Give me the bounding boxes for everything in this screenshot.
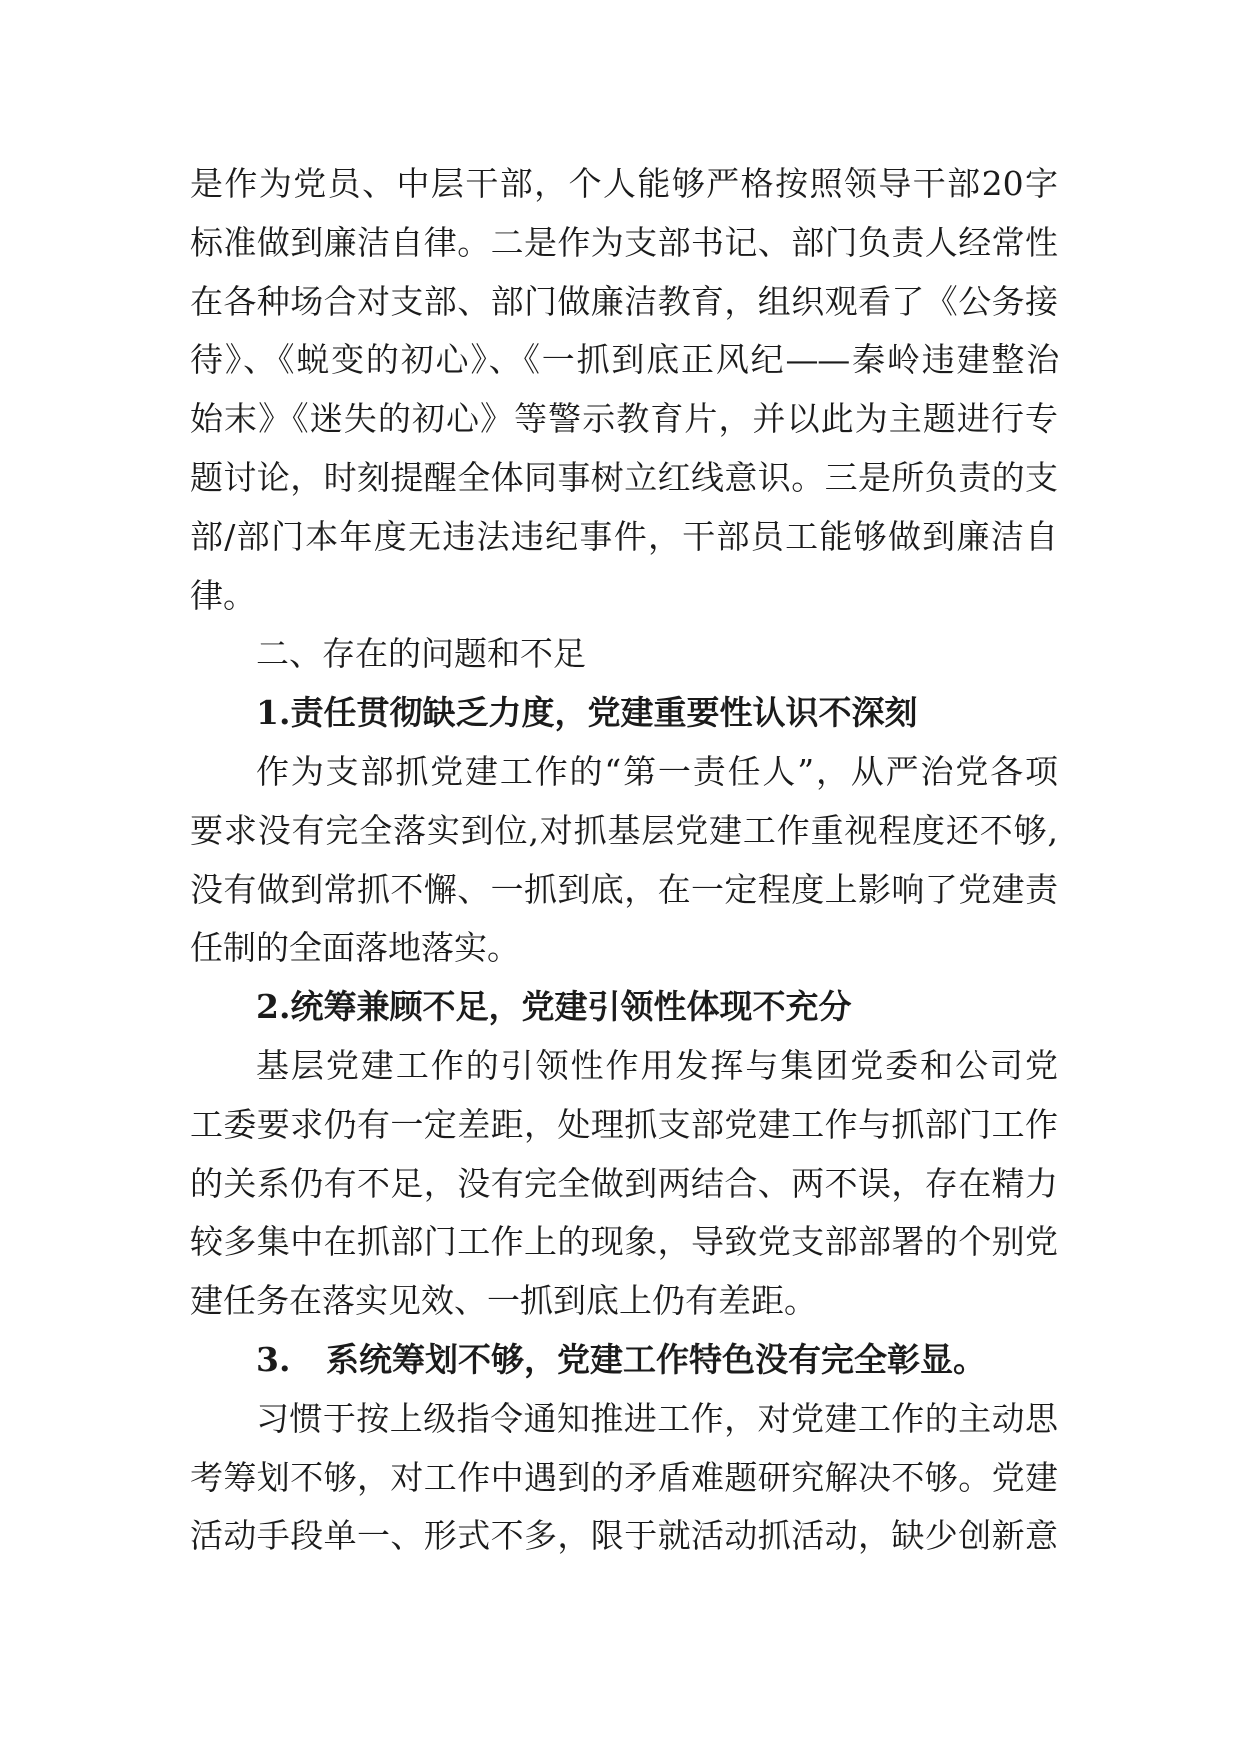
- document-body: [190, 155, 1058, 1566]
- paragraph-line: 部/部门本年度无违法违纪事件，干部员工能够做到廉洁自: [190, 516, 1058, 556]
- paragraph-line: 较多集中在抓部门工作上的现象，导致党支部部署的个别党: [190, 1222, 1058, 1262]
- item-paragraph: [190, 1037, 1058, 1331]
- problem-item-1: [190, 684, 1058, 978]
- paragraph-line: 基层党建工作的引领性作用发挥与集团党委和公司党: [256, 1045, 1058, 1085]
- paragraph-line: 要求没有完全落实到位,对抓基层党建工作重视程度还不够,: [190, 810, 1058, 850]
- paragraph-line: 在各种场合对支部、部门做廉洁教育，组织观看了《公务接: [190, 281, 1058, 321]
- problem-item-title: [190, 1331, 1058, 1390]
- problem-item-3: [190, 1331, 1058, 1566]
- paragraph-line: 始末》《迷失的初心》等警示教育片，并以此为主题进行专: [190, 399, 1058, 439]
- paragraph-line: 没有做到常抓不懈、一抓到底，在一定程度上影响了党建责: [190, 869, 1058, 909]
- item-number: 2.: [256, 987, 291, 1027]
- paragraph-line: 任制的全面落地落实。: [190, 928, 520, 968]
- section-heading: 二、存在的问题和不足: [256, 634, 586, 674]
- paragraph-line: 习惯于按上级指令通知推进工作，对党建工作的主动思: [256, 1398, 1058, 1438]
- item-number: 3.: [256, 1339, 291, 1379]
- paragraph-line: 作为支部抓党建工作的“第一责任人”，从严治党各项: [256, 751, 1058, 791]
- paragraph-line: 活动手段单一、形式不多，限于就活动抓活动，缺少创新意: [190, 1516, 1058, 1556]
- item-paragraph: [190, 743, 1058, 978]
- paragraph-line: 题讨论，时刻提醒全体同事树立红线意识。三是所负责的支: [190, 457, 1058, 497]
- item-title-text: 系统筹划不够，党建工作特色没有完全彰显。: [326, 1339, 986, 1379]
- paragraph-line: 的关系仍有不足，没有完全做到两结合、两不误，存在精力: [190, 1163, 1058, 1203]
- problem-item-title: [190, 978, 1058, 1037]
- paragraph-line: 标准做到廉洁自律。二是作为支部书记、部门负责人经常性: [190, 222, 1058, 262]
- item-title-text: 责任贯彻缺乏力度，党建重要性认识不深刻: [290, 693, 918, 733]
- paragraph-line: 待》、《蜕变的初心》、《一抓到底正风纪——秦岭违建整治: [190, 340, 1058, 380]
- paragraph-line: 律。: [190, 575, 256, 615]
- continuation-paragraph: [190, 155, 1058, 625]
- paragraph-line: 建任务在落实见效、一抓到底上仍有差距。: [190, 1281, 817, 1321]
- paragraph-line: 是作为党员、中层干部，个人能够严格按照领导干部20字: [190, 164, 1058, 203]
- item-title-text: 统筹兼顾不足，党建引领性体现不充分: [290, 987, 852, 1027]
- item-paragraph: [190, 1390, 1058, 1566]
- paragraph-line: 考筹划不够，对工作中遇到的矛盾难题研究解决不够。党建: [190, 1457, 1058, 1497]
- paragraph-line: 工委要求仍有一定差距，处理抓支部党建工作与抓部门工作: [190, 1104, 1058, 1144]
- problem-item-title: [190, 684, 1058, 743]
- item-number: 1.: [256, 693, 291, 733]
- problem-item-2: [190, 978, 1058, 1331]
